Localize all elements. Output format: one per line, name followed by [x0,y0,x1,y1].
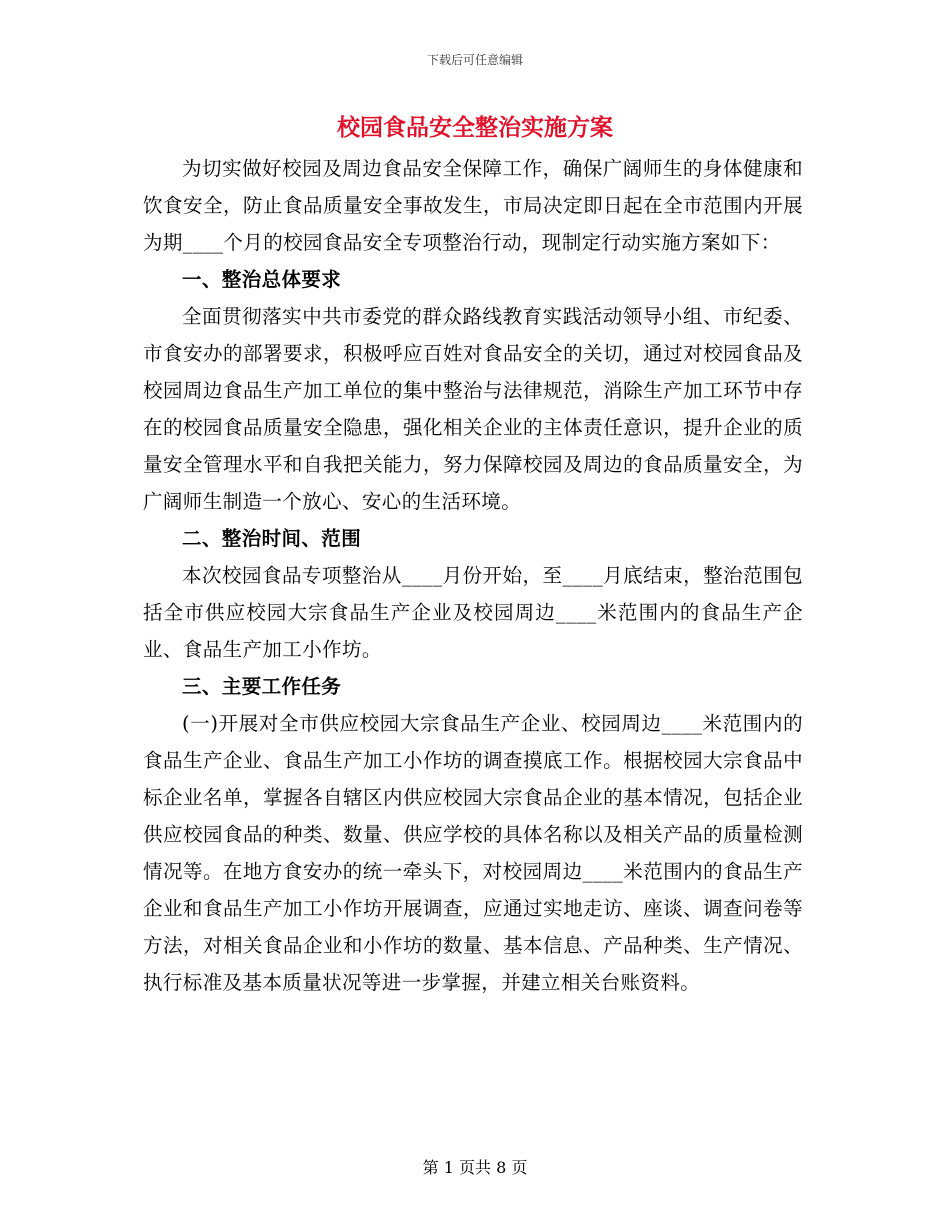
section-heading-2: 二、整治时间、范围 [182,527,362,550]
page-header-note: 下载后可任意编辑 [426,53,523,67]
document-body [143,150,803,1001]
section-heading-1: 一、整治总体要求 [182,268,342,291]
section-2-paragraph: 本次校园食品专项整治从____月份开始，至____月底结束，整治范围包括全市供应校园大宗食品生产企业及校园周边____米范围内的食品生产企业、食品生产加工小作坊。 [143,564,803,661]
section-heading-3: 三、主要工作任务 [182,675,342,698]
intro-paragraph: 为切实做好校园及周边食品安全保障工作，确保广阔师生的身体健康和饮食安全，防止食品质量安全事故发生，市局决定即日起在全市范围内开展为期____个月的校园食品安全专项整治行动，现制定行动实施方案如下： [143,157,803,254]
document-title: 校园食品安全整治实施方案 [337,114,613,141]
section-1-paragraph: 全面贯彻落实中共市委党的群众路线教育实践活动领导小组、市纪委、市食安办的部署要求，积极呼应百姓对食品安全的关切，通过对校园食品及校园周边食品生产加工单位的集中整治与法律规范，消除生产加工环节中存在的校园食品质量安全隐患，强化相关企业的主体责任意识，提升企业的质量安全管理水平和自我把关能力，努力保障校园及周边的食品质量安全，为广阔师生制造一个放心、安心的生活环境。 [143,305,803,513]
section-3-paragraph: (一)开展对全市供应校园大宗食品生产企业、校园周边____米范围内的食品生产企业、食品生产加工小作坊的调查摸底工作。根据校园大宗食品中标企业名单，掌握各自辖区内供应校园大宗食品企业的基本情况，包括企业供应校园食品的种类、数量、供应学校的具体名称以及相关产品的质量检测情况等。在地方食安办的统一牵头下，对校园周边____米范围内的食品生产企业和食品生产加工小作坊开展调查，应通过实地走访、座谈、调查问卷等方法，对相关食品企业和小作坊的数量、基本信息、产品种类、生产情况、执行标准及基本质量状况等进一步掌握，并建立相关台账资料。 [143,712,803,994]
page-number-indicator: 第 1 页共 8 页 [422,1158,528,1177]
